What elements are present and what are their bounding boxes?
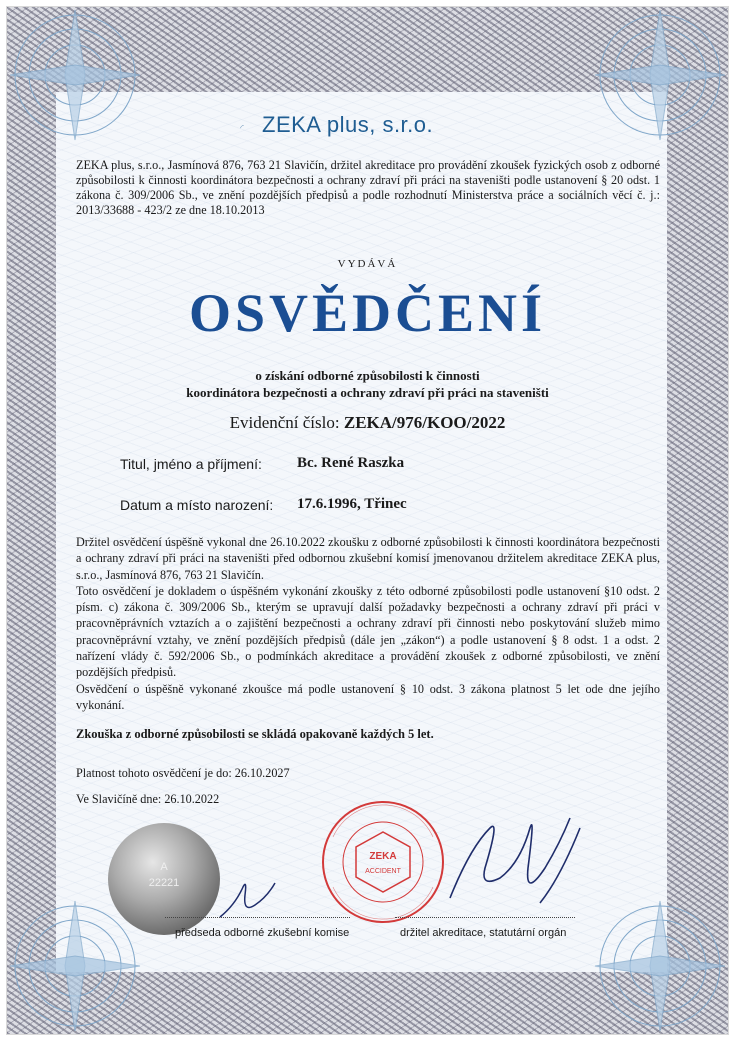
name-label: Titul, jméno a příjmení:	[120, 456, 262, 472]
stamp-center-top: ZEKA	[369, 851, 397, 862]
subtitle-line-2: koordinátora bezpečnosti a ochrany zdraví při práci na staveništi	[186, 385, 549, 400]
certificate-body	[76, 534, 660, 713]
repeat-exam-note: Zkouška z odborné způsobilosti se skládá opakovaně každých 5 let.	[76, 727, 434, 741]
name-value: Bc. René Raszka	[297, 455, 405, 471]
corner-rosette-icon	[585, 891, 735, 1041]
body-paragraph-2: Toto osvědčení je dokladem o úspěšném vykonání zkoušky z této odborné způsobilosti podle ustanovení §10 odst. 2 písm. c) zákona č. 309/2006 Sb., kterým se upravují další požadavky bezpečnosti a ochrany zdraví při práci v pracovněprávních vztazích a o zajištění bezpečnosti a ochrany zdraví při činnosti nebo poskytování služeb mimo pracovněprávní vztahy, ve znění pozdějších předpisů (dále jen „zákon“) a podle ustanovení § 8 odst. 1 a odst. 2 nařízení vlády č. 592/2006 Sb., o podmínkách akreditace a provádění zkoušek z odborné způsobilosti, ve znění pozdějších předpisů.	[76, 583, 660, 680]
registration-label: Evidenční číslo:	[229, 413, 340, 432]
statutory-label: držitel akreditace, statutární orgán	[400, 927, 567, 939]
embossed-seal	[108, 823, 220, 935]
corner-rosette-icon	[0, 0, 150, 150]
seal-number: 22221	[148, 877, 180, 889]
certificate-title: OSVĚDČENÍ	[188, 283, 547, 343]
registration-value: ZEKA/976/KOO/2022	[343, 413, 506, 432]
issues-label: VYDÁVÁ	[337, 258, 398, 270]
stamp-center-bottom: ACCIDENT	[365, 868, 401, 875]
issuer-intro-paragraph: ZEKA plus, s.r.o., Jasmínová 876, 763 21 Slavičín, držitel akreditace pro provádění zkoušek fyzických osob z odborné způsobilosti k činnosti koordinátora bezpečnosti a ochrany zdraví při práci na staveništi podle ustanovení § 20 odst. 1 zákona č. 309/2006 Sb., ve znění pozdějších předpisů a podle rozhodnutí Ministerstva práce a sociálních věcí č. j.: 2013/33688 - 423/2 ze dne 18.10.2013	[76, 158, 660, 217]
corner-rosette-icon	[585, 0, 735, 150]
body-paragraph-3: Osvědčení o úspěšně vykonané zkoušce má podle ustanovení § 10 odst. 3 zákona platnost 5 let ode dne jejího vykonání.	[76, 681, 660, 712]
seal-letter: A	[160, 861, 168, 873]
birth-value: 17.6.1996, Třinec	[297, 496, 407, 512]
validity-date: Platnost tohoto osvědčení je do: 26.10.2027	[76, 766, 290, 780]
subtitle-line-1: o získání odborné způsobilosti k činnosti	[255, 368, 480, 383]
registration-number	[0, 413, 735, 433]
statutory-signature-icon	[440, 808, 590, 918]
birth-label: Datum a místo narození:	[120, 497, 274, 513]
company-logo-text: ZEKA plus, s.r.o.	[262, 112, 434, 137]
signature-line-right	[395, 917, 575, 918]
chairman-label: předseda odborné zkušební komise	[175, 927, 350, 939]
certificate-subtitle	[0, 367, 735, 401]
body-paragraph-1: Držitel osvědčení úspěšně vykonal dne 26.10.2022 zkoušku z odborné způsobilosti k činnosti koordinátora bezpečnosti a ochrany zdraví při práci na staveništi před odbornou zkušební komisí jmenovanou držitelem akreditace ZEKA plus, s.r.o., Jasmínová 876, 763 21 Slavičín.	[76, 535, 660, 582]
signature-line-left	[165, 917, 350, 918]
issued-place-date: Ve Slavičíně dne: 26.10.2022	[76, 792, 220, 806]
red-round-stamp-icon	[318, 797, 448, 927]
